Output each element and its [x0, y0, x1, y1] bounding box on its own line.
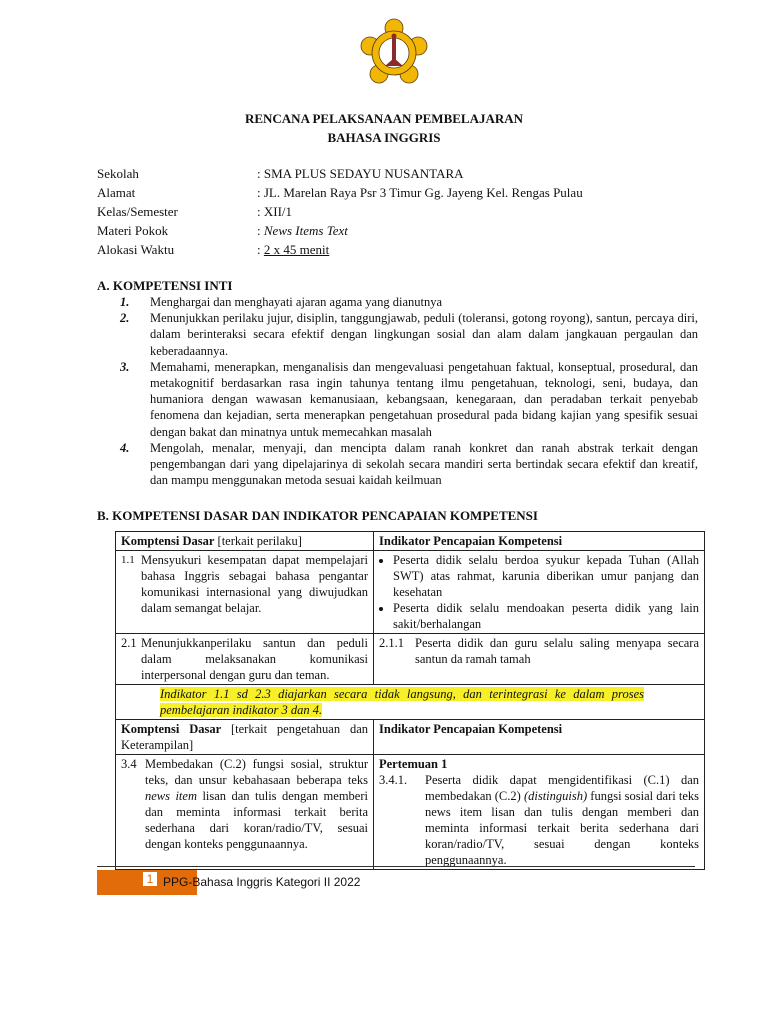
item-text: Memahami, menerapkan, menganalisis dan mengevaluasi pengetahuan faktual, konseptual, prosedural, dan metakognitif berdasarkan rasa ingin tahunya tentang ilmu pengetahuan, teknologi, seni, budaya, dan humaniora dengan wawasan kemanusiaan, kebangsaan, kenegaraan, dan peradaban terkait penyebab fenomena dan kejadian, serta menerapkan pengetahuan prosedural pada bidang kajian yang spesifik sesuai dengan bakat dan minatnya untuk memecahkan masalah: [150, 359, 698, 439]
info-value: : SMA PLUS SEDAYU NUSANTARA: [257, 166, 464, 181]
col-header-note: [terkait perilaku]: [214, 534, 302, 548]
info-row-sekolah: [97, 164, 657, 183]
kd-text: Menunjukkanperilaku santun dan peduli dalam melaksanakan komunikasi interpersonal dengan guru dan teman.: [141, 636, 368, 682]
item-number: 3.: [120, 359, 130, 374]
section-b-heading: B. KOMPETENSI DASAR DAN INDIKATOR PENCAPAIAN KOMPETENSI: [97, 508, 538, 523]
note-row: [116, 685, 705, 720]
table-row: [116, 755, 705, 870]
indicator-text-italic: (distinguish): [523, 789, 588, 803]
item-text: Menunjukkan perilaku jujur, disiplin, tanggungjawab, peduli (toleransi, gotong royong), santun, percaya diri, dalam berinteraksi secara efektif dengan lingkungan sosial dan alam dalam jangkauan pergaulan dan keberadaannya.: [150, 311, 698, 358]
document-title: RENCANA PELAKSANAAN PEMBELAJARAN: [244, 111, 524, 126]
highlighted-note: Indikator 1.1 sd 2.3 diajarkan secara tidak langsung, dan terintegrasi ke dalam proses pembelajaran indikator 3 dan 4.: [160, 687, 644, 717]
indicator-bullet: • Peserta didik selalu mendoakan peserta didik yang lain sakit/berhalangan: [393, 600, 699, 632]
info-row-kelas: [97, 202, 657, 221]
university-logo: [355, 14, 433, 92]
list-item: [120, 294, 698, 310]
kd-text-italic: news item: [145, 789, 197, 803]
col-header-bold: Komptensi Dasar: [121, 534, 215, 548]
info-row-alamat: [97, 183, 657, 202]
kompetensi-table: [115, 531, 705, 870]
indicator-number: 3.4.1.: [379, 773, 408, 787]
indicator-text-rest: fungsi sosial dari teks news item lisan dan tulis dengan memberi dan meminta informasi terkait berita sederhana dari koran/radio/TV, sesuai dengan konteks penggunaannya.: [425, 789, 699, 867]
info-row-materi: [97, 221, 657, 240]
info-label: Alokasi Waktu: [97, 242, 175, 257]
kd-number: 1.1: [121, 554, 135, 566]
info-label: Sekolah: [97, 166, 139, 181]
indicator-number: 2.1.1: [379, 636, 404, 650]
item-text: Mengolah, menalar, menyaji, dan mencipta dalam ranah konkret dan ranah abstrak terkait dengan pengembangan dari yang dipelajarinya di sekolah secara mandiri serta bertindak secara efektif dan kreatif, dan mampu menggunakan metoda sesuai kaidah keilmuan: [150, 440, 698, 488]
indicator-text: Peserta didik dapat mengidentifikasi (C.1) dan membedakan (C.2): [425, 773, 699, 803]
kd-number: 2.1: [121, 636, 137, 650]
info-value: 2 x 45 menit: [263, 242, 330, 257]
item-number: 1.: [120, 295, 130, 309]
item-number: 2.: [120, 311, 130, 326]
kd-text-rest: lisan dan tulis dengan memberi dan meminta informasi terkait berita sederhana dari koran/radio/TV, sesuai dengan konteks penggunaannya.: [145, 789, 368, 851]
col-header-bold: Komptensi Dasar: [121, 722, 222, 736]
info-value-prefix: :: [257, 242, 264, 257]
col-header: Indikator Pencapaian Kompetensi: [374, 532, 705, 551]
info-value: : JL. Marelan Raya Psr 3 Timur Gg. Jayeng Kel. Rengas Pulau: [257, 185, 583, 200]
kd-text: Membedakan (C.2) fungsi sosial, struktur teks, dan unsur kebahasaan beberapa teks: [145, 757, 368, 787]
table-row: [116, 634, 705, 685]
footer-text: PPG-Bahasa Inggris Kategori II 2022: [163, 875, 361, 889]
info-label: Kelas/Semester: [97, 204, 178, 219]
info-label: Materi Pokok: [97, 223, 169, 238]
info-value: : XII/1: [257, 204, 293, 219]
indicator-text: Peserta didik dan guru selalu saling menyapa secara santun da ramah tamah: [415, 636, 699, 666]
item-number: 4.: [120, 440, 130, 455]
col-header-note: [terkait pengetahuan dan Keterampilan]: [121, 722, 368, 752]
list-item: [120, 359, 698, 440]
meeting-label: Pertemuan 1: [379, 757, 448, 771]
indicator-bullet: • Peserta didik selalu berdoa syukur kepada Tuhan (Allah SWT) atas rahmat, karunia diberikan umur panjang dan kesehatan: [393, 552, 699, 600]
info-value-prefix: :: [257, 223, 264, 238]
info-row-alokasi: [97, 240, 657, 259]
footer-divider: [97, 866, 695, 867]
item-text: Menghargai dan menghayati ajaran agama yang dianutnya: [150, 295, 443, 309]
section-a-heading: A. KOMPETENSI INTI: [97, 278, 233, 293]
info-label: Alamat: [97, 185, 136, 200]
kompetensi-inti-list: [120, 294, 698, 488]
table-header-row: [116, 720, 705, 755]
kd-text: Mensyukuri kesempatan dapat mempelajari bahasa Inggris sebagai bahasa pengantar komunikasi internasional yang diwujudkan dalam semangat belajar.: [141, 553, 368, 615]
list-item: [120, 310, 698, 359]
info-block: [97, 164, 657, 259]
kd-number: 3.4: [121, 757, 137, 771]
list-item: [120, 440, 698, 489]
document-subtitle: BAHASA INGGRIS: [327, 130, 441, 145]
info-value: News Items Text: [263, 223, 348, 238]
col-header: Indikator Pencapaian Kompetensi: [374, 720, 705, 755]
table-row: [116, 551, 705, 634]
page-number: 1: [143, 872, 157, 886]
table-header-row: [116, 532, 705, 551]
